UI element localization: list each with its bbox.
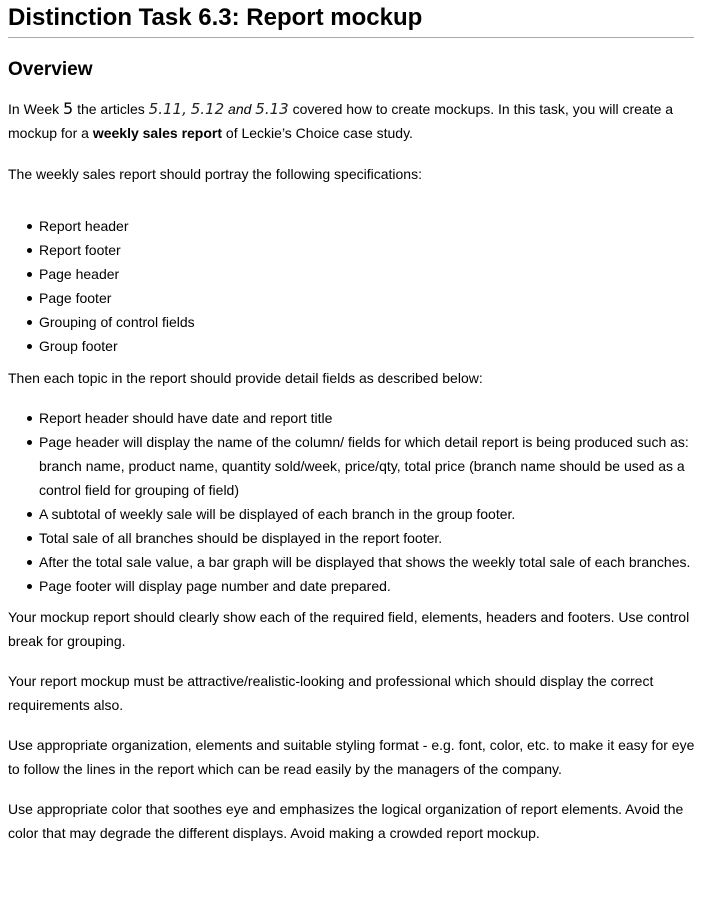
article-and: and — [224, 101, 256, 117]
intro-text-3: covered how to create mockups. In this task, you will create a mockup for a — [8, 101, 674, 141]
article-ref-1: 5.11, — [148, 100, 187, 118]
intro-paragraph — [8, 97, 697, 145]
list-item: Group footer — [39, 334, 697, 358]
weekly-sales-report-emphasis: weekly sales report — [92, 125, 223, 141]
attractive-paragraph: Your report mockup must be attractive/realistic-looking and professional which should display the correct requirements also. — [8, 673, 654, 713]
list-item: A subtotal of weekly sale will be displayed of each branch in the group footer. — [39, 502, 697, 526]
spec-intro: The weekly sales report should portray the following specifications: — [8, 166, 422, 182]
list-item: Page header will display the name of the column/ fields for which detail report is being produced such as: branch name, product name, quantity sold/week, price/qty, total price (branch name should be used as a control field for grouping of field) — [39, 430, 697, 502]
page-title: Distinction Task 6.3: Report mockup — [8, 0, 694, 38]
intro-text-1: In Week — [8, 101, 63, 117]
overview-heading: Overview — [8, 59, 93, 80]
list-item: Report footer — [39, 238, 697, 262]
mockup-paragraph: Your mockup report should clearly show each of the required field, elements, headers and footers. Use control break for grouping. — [8, 609, 690, 649]
article-ref-3: 5.13 — [255, 100, 289, 118]
list-item: Page footer — [39, 286, 697, 310]
list-item: Report header should have date and report title — [39, 406, 697, 430]
list-item: After the total sale value, a bar graph will be displayed that shows the weekly total sale of each branches. — [39, 550, 697, 574]
list-item: Report header — [39, 214, 697, 238]
list-item: Grouping of control fields — [39, 310, 697, 334]
spec-list — [8, 214, 697, 358]
list-item: Total sale of all branches should be displayed in the report footer. — [39, 526, 697, 550]
organization-paragraph: Use appropriate organization, elements and suitable styling format - e.g. font, color, etc. to make it easy for eye to follow the lines in the report which can be read easily by the managers of the company. — [8, 737, 695, 777]
detail-intro: Then each topic in the report should provide detail fields as described below: — [8, 370, 483, 386]
intro-text-4: of Leckie’s Choice case study. — [222, 125, 413, 141]
week-number: 5 — [63, 99, 74, 118]
list-item: Page header — [39, 262, 697, 286]
color-paragraph: Use appropriate color that soothes eye and emphasizes the logical organization of report elements. Avoid the color that may degrade the different displays. Avoid making a crowded report mockup. — [8, 801, 684, 841]
article-ref-2: 5.12 — [190, 100, 225, 118]
intro-text-2: the articles — [73, 101, 149, 117]
list-item: Page footer will display page number and date prepared. — [39, 574, 697, 598]
detail-list — [8, 406, 697, 598]
